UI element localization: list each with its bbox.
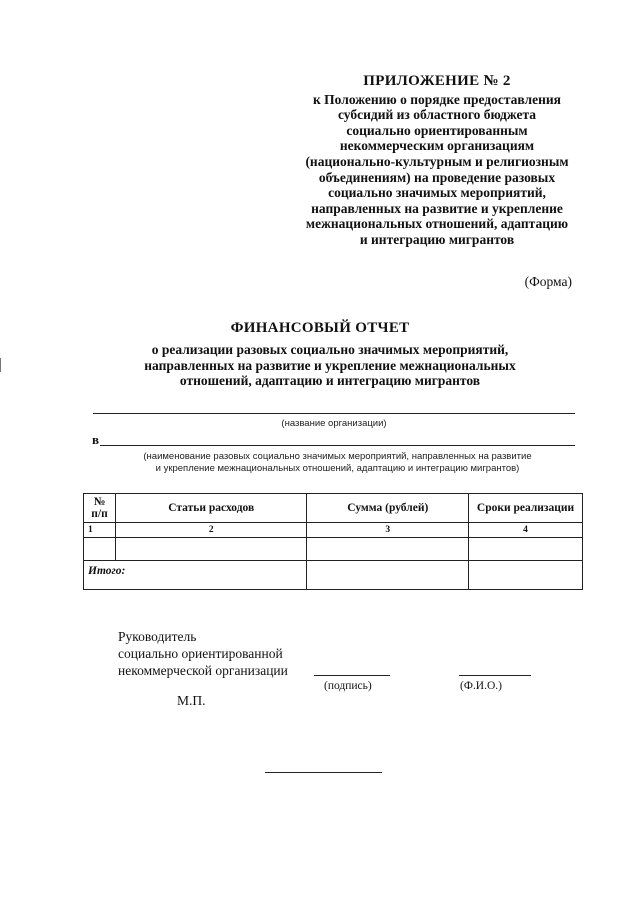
col-number-cell: 4 — [469, 523, 583, 538]
col-header-terms: Сроки реализации — [469, 494, 583, 523]
table-cell[interactable] — [307, 538, 469, 561]
col-header-expenses: Статьи расходов — [115, 494, 307, 523]
appendix-line: направленных на развитие и укрепление — [311, 200, 563, 216]
total-amount-cell[interactable] — [307, 561, 469, 590]
signature-line[interactable] — [314, 675, 390, 676]
event-caption-line: и укрепление межнациональных отношений, адаптацию и интеграцию мигрантов) — [155, 463, 520, 474]
appendix-line: социально ориентированным — [346, 122, 528, 138]
event-caption-line: (наименование разовых социально значимых мероприятий, направленных на развитие — [143, 451, 532, 462]
appendix-line: межнациональных отношений, адаптацию — [305, 216, 569, 232]
org-name-line[interactable] — [93, 413, 575, 414]
col-number-cell: 3 — [307, 523, 469, 538]
table-cell[interactable] — [115, 538, 307, 561]
appendix-line: к Положению о порядке предоставления — [313, 91, 561, 107]
bottom-separator-line — [265, 772, 382, 773]
table-row — [84, 538, 583, 561]
financial-table — [83, 493, 583, 590]
signature-caption: (подпись) — [324, 680, 372, 692]
table-cell[interactable] — [84, 538, 116, 561]
signer-title-line: некоммерческой организации — [118, 663, 288, 678]
table-header-row — [84, 494, 583, 523]
table-total-row — [84, 561, 583, 590]
report-subtitle-line: о реализации разовых социально значимых мероприятий, — [151, 342, 509, 357]
scan-edge-mark — [0, 358, 3, 372]
event-name-line[interactable] — [100, 445, 575, 446]
report-subtitle — [100, 342, 560, 389]
report-subtitle-line: направленных на развитие и укрепление межнациональных — [144, 357, 516, 373]
signature-block — [118, 628, 288, 679]
table-row — [84, 523, 583, 538]
appendix-block — [282, 74, 592, 248]
event-name-caption — [100, 451, 575, 475]
total-label: Итого: — [84, 561, 307, 590]
appendix-line: и интеграцию мигрантов — [359, 231, 515, 247]
col-number-cell: 1 — [84, 523, 116, 538]
appendix-line: субсидий из областного бюджета — [337, 107, 537, 123]
col-header-number: № п/п — [84, 494, 116, 523]
col-number-cell: 2 — [115, 523, 307, 538]
appendix-line: объединениям) на проведение разовых — [318, 169, 556, 185]
full-name-caption: (Ф.И.О.) — [460, 680, 502, 692]
stamp-place-label: М.П. — [177, 693, 206, 708]
full-name-line[interactable] — [459, 675, 531, 676]
signer-title-line: социально ориентированной — [118, 646, 283, 661]
appendix-line: (национально-культурным и религиозным — [305, 153, 569, 169]
appendix-line: некоммерческим организациям — [339, 138, 535, 154]
appendix-line: социально значимых мероприятий, — [328, 185, 546, 201]
form-label: (Форма) — [524, 274, 572, 289]
report-title: ФИНАНСОВЫЙ ОТЧЕТ — [230, 320, 410, 336]
appendix-title: ПРИЛОЖЕНИЕ № 2 — [363, 73, 511, 89]
col-header-amount: Сумма (рублей) — [307, 494, 469, 523]
signer-title-line: Руководитель — [118, 629, 197, 644]
table-cell[interactable] — [469, 538, 583, 561]
total-terms-cell[interactable] — [469, 561, 583, 590]
report-subtitle-line: отношений, адаптацию и интеграцию мигрантов — [179, 373, 481, 388]
org-name-caption: (название организации) — [281, 418, 387, 429]
v-letter: в — [92, 432, 100, 447]
